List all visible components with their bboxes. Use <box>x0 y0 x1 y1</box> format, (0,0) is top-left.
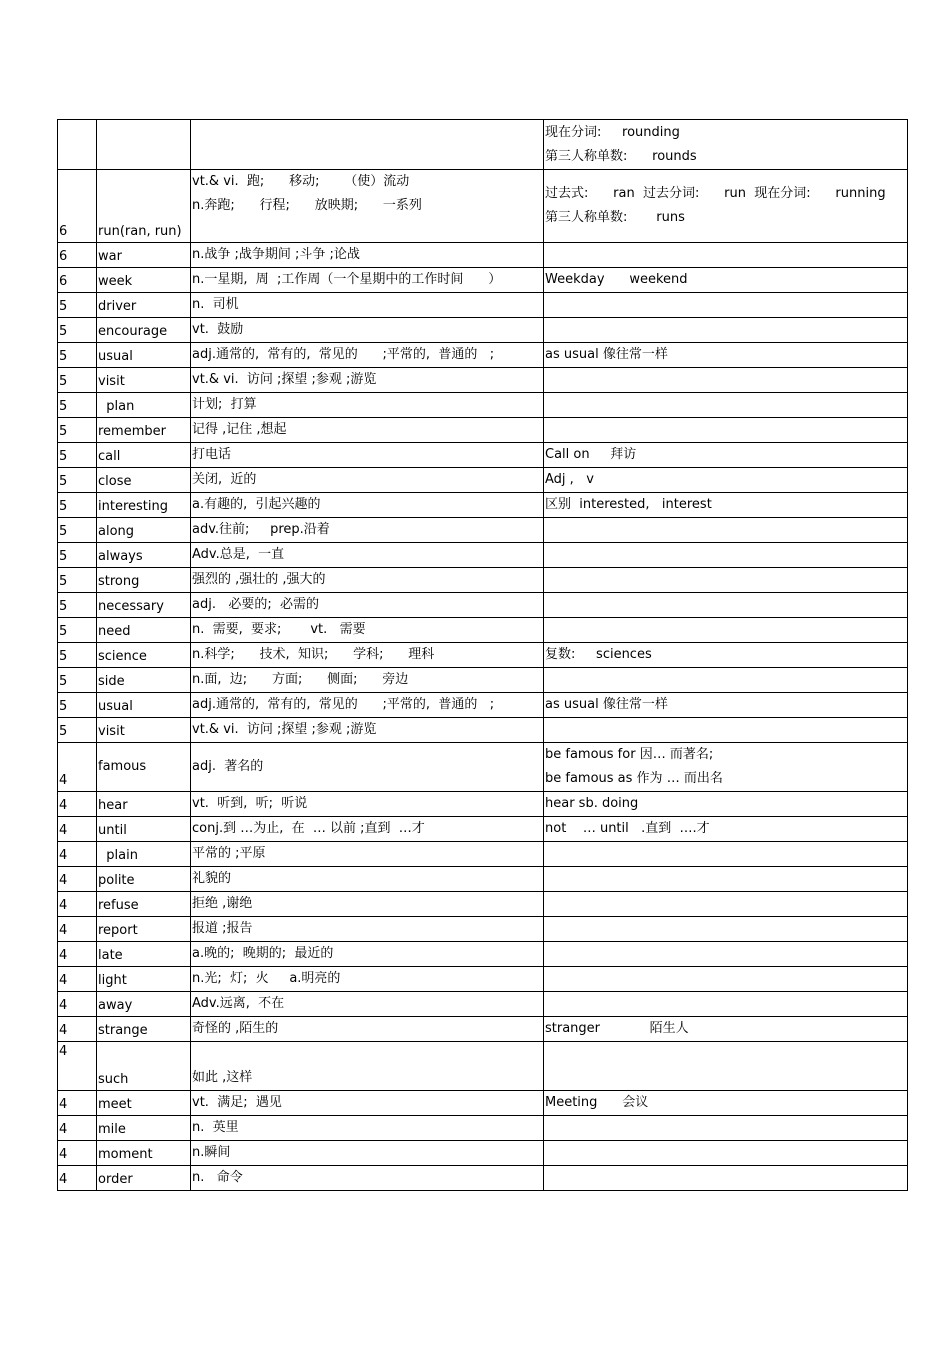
note-cell <box>544 493 908 518</box>
meaning-line: n. 需要, 要求; vt. 需要 <box>192 622 366 637</box>
note-cell <box>544 992 908 1017</box>
table-row <box>58 493 908 518</box>
note-line: Adj , v <box>545 472 594 487</box>
frequency-cell: 4 <box>58 967 97 992</box>
frequency-cell: 4 <box>58 1116 97 1141</box>
meaning-cell <box>191 468 544 493</box>
note-cell <box>544 718 908 743</box>
frequency-cell: 5 <box>58 643 97 668</box>
meaning-line: vt.& vi. 跑; 移动; （使）流动 <box>192 174 410 189</box>
table-row <box>58 268 908 293</box>
frequency-cell: 5 <box>58 293 97 318</box>
meaning-cell <box>191 493 544 518</box>
word-cell: light <box>97 967 191 992</box>
word-cell: encourage <box>97 318 191 343</box>
vocabulary-table <box>57 119 908 1191</box>
meaning-cell <box>191 418 544 443</box>
frequency-cell <box>58 120 97 170</box>
meaning-cell <box>191 867 544 892</box>
word-cell: mile <box>97 1116 191 1141</box>
frequency-cell: 4 <box>58 867 97 892</box>
meaning-cell <box>191 1116 544 1141</box>
meaning-line: 平常的 ;平原 <box>192 846 266 861</box>
meaning-line: 报道 ;报告 <box>192 921 253 936</box>
meaning-cell <box>191 343 544 368</box>
meaning-line: n.战争 ;战争期间 ;斗争 ;论战 <box>192 247 360 262</box>
frequency-cell: 4 <box>58 1141 97 1166</box>
note-cell <box>544 418 908 443</box>
table-row <box>58 693 908 718</box>
meaning-line: n. 命令 <box>192 1170 243 1185</box>
meaning-line: adj.通常的, 常有的, 常见的 ;平常的, 普通的 ; <box>192 347 495 362</box>
frequency-cell: 6 <box>58 243 97 268</box>
table-row <box>58 518 908 543</box>
meaning-cell <box>191 170 544 243</box>
word-cell: run(ran, run) <box>97 170 191 243</box>
word-cell: strange <box>97 1017 191 1042</box>
table-row <box>58 368 908 393</box>
meaning-cell <box>191 393 544 418</box>
meaning-line: 计划; 打算 <box>192 397 257 412</box>
note-cell <box>544 942 908 967</box>
meaning-cell <box>191 543 544 568</box>
word-cell: polite <box>97 867 191 892</box>
frequency-cell: 5 <box>58 618 97 643</box>
note-cell <box>544 1141 908 1166</box>
table-row <box>58 468 908 493</box>
frequency-cell: 6 <box>58 170 97 243</box>
word-cell: until <box>97 817 191 842</box>
frequency-cell: 5 <box>58 443 97 468</box>
word-cell: visit <box>97 718 191 743</box>
word-cell: visit <box>97 368 191 393</box>
note-line: as usual 像往常一样 <box>545 697 668 712</box>
table-row <box>58 643 908 668</box>
note-cell <box>544 268 908 293</box>
frequency-cell: 4 <box>58 1042 97 1091</box>
frequency-cell: 5 <box>58 693 97 718</box>
meaning-cell <box>191 443 544 468</box>
frequency-cell: 5 <box>58 343 97 368</box>
note-line: not … until .直到 ….才 <box>545 821 710 836</box>
frequency-cell: 4 <box>58 842 97 867</box>
table-row <box>58 967 908 992</box>
meaning-cell <box>191 693 544 718</box>
table-row <box>58 618 908 643</box>
meaning-cell <box>191 643 544 668</box>
note-cell <box>544 817 908 842</box>
meaning-line: vt.& vi. 访问 ;探望 ;参观 ;游览 <box>192 372 377 387</box>
note-line: hear sb. doing <box>545 796 639 811</box>
word-cell: moment <box>97 1141 191 1166</box>
table-row <box>58 443 908 468</box>
note-cell <box>544 1042 908 1091</box>
table-row <box>58 343 908 368</box>
word-cell: order <box>97 1166 191 1191</box>
meaning-line: adj.通常的, 常有的, 常见的 ;平常的, 普通的 ; <box>192 697 495 712</box>
meaning-cell <box>191 892 544 917</box>
meaning-cell <box>191 967 544 992</box>
frequency-cell: 4 <box>58 917 97 942</box>
note-line: Call on 拜访 <box>545 447 637 462</box>
word-cell: science <box>97 643 191 668</box>
meaning-cell <box>191 1166 544 1191</box>
meaning-cell <box>191 668 544 693</box>
table-row <box>58 842 908 867</box>
meaning-line: Adv.远离, 不在 <box>192 996 285 1011</box>
meaning-line: n.面, 边; 方面; 侧面; 旁边 <box>192 672 409 687</box>
meaning-cell <box>191 593 544 618</box>
word-cell: plain <box>97 842 191 867</box>
word-cell: hear <box>97 792 191 817</box>
meaning-line: vt. 鼓励 <box>192 322 244 337</box>
meaning-line: n.奔跑; 行程; 放映期; 一系列 <box>192 198 422 213</box>
note-line: as usual 像往常一样 <box>545 347 668 362</box>
frequency-cell: 4 <box>58 1091 97 1116</box>
meaning-cell <box>191 817 544 842</box>
table-row <box>58 1166 908 1191</box>
note-cell <box>544 393 908 418</box>
note-cell <box>544 120 908 170</box>
note-cell <box>544 543 908 568</box>
meaning-line: 记得 ,记住 ,想起 <box>192 422 287 437</box>
note-cell <box>544 593 908 618</box>
meaning-cell <box>191 942 544 967</box>
word-cell: famous <box>97 743 191 792</box>
vocabulary-table-body <box>58 120 908 1191</box>
table-row <box>58 992 908 1017</box>
meaning-line: n.瞬间 <box>192 1145 231 1160</box>
note-cell <box>544 443 908 468</box>
word-cell: necessary <box>97 593 191 618</box>
frequency-cell: 5 <box>58 393 97 418</box>
meaning-cell <box>191 293 544 318</box>
meaning-cell <box>191 1017 544 1042</box>
word-cell: strong <box>97 568 191 593</box>
note-cell <box>544 343 908 368</box>
note-line: 现在分词: rounding <box>545 124 680 140</box>
frequency-cell: 5 <box>58 568 97 593</box>
meaning-cell <box>191 618 544 643</box>
note-cell <box>544 1091 908 1116</box>
meaning-cell <box>191 120 544 170</box>
meaning-line: 强烈的 ,强壮的 ,强大的 <box>192 572 326 587</box>
meaning-line: n.科学; 技术, 知识; 学科; 理科 <box>192 647 435 662</box>
meaning-line: n.光; 灯; 火 a.明亮的 <box>192 971 341 986</box>
word-cell: late <box>97 942 191 967</box>
meaning-cell <box>191 917 544 942</box>
meaning-line: 如此 ,这样 <box>192 1070 253 1085</box>
note-cell <box>544 1166 908 1191</box>
word-cell: refuse <box>97 892 191 917</box>
note-line: be famous as 作为 … 而出名 <box>545 771 723 786</box>
note-cell <box>544 842 908 867</box>
frequency-cell: 5 <box>58 318 97 343</box>
table-row <box>58 1116 908 1141</box>
note-cell <box>544 643 908 668</box>
table-row <box>58 867 908 892</box>
frequency-cell: 5 <box>58 518 97 543</box>
table-row <box>58 318 908 343</box>
note-line: 过去式: ran 过去分词: run 现在分词: running <box>545 186 886 201</box>
note-cell <box>544 867 908 892</box>
note-cell <box>544 967 908 992</box>
table-row <box>58 1141 908 1166</box>
frequency-cell: 5 <box>58 368 97 393</box>
meaning-line: adj. 必要的; 必需的 <box>192 597 320 612</box>
word-cell: close <box>97 468 191 493</box>
meaning-line: 打电话 <box>192 447 232 462</box>
table-row <box>58 418 908 443</box>
word-cell: along <box>97 518 191 543</box>
note-cell <box>544 568 908 593</box>
note-cell <box>544 518 908 543</box>
note-line: 复数: sciences <box>545 647 652 662</box>
meaning-cell <box>191 368 544 393</box>
word-cell: meet <box>97 1091 191 1116</box>
word-cell: week <box>97 268 191 293</box>
word-cell: such <box>97 1042 191 1091</box>
meaning-cell <box>191 568 544 593</box>
note-cell <box>544 1017 908 1042</box>
frequency-cell: 4 <box>58 792 97 817</box>
note-cell <box>544 293 908 318</box>
note-line: Meeting 会议 <box>545 1095 649 1110</box>
meaning-line: 关闭, 近的 <box>192 472 257 487</box>
table-row <box>58 568 908 593</box>
note-cell <box>544 917 908 942</box>
meaning-line: vt. 听到, 听; 听说 <box>192 796 308 811</box>
meaning-line: 奇怪的 ,陌生的 <box>192 1021 279 1036</box>
table-row <box>58 243 908 268</box>
frequency-cell: 6 <box>58 268 97 293</box>
table-row <box>58 120 908 170</box>
note-cell <box>544 693 908 718</box>
frequency-cell: 4 <box>58 992 97 1017</box>
note-cell <box>544 892 908 917</box>
word-cell: driver <box>97 293 191 318</box>
frequency-cell: 5 <box>58 718 97 743</box>
table-row <box>58 170 908 243</box>
word-cell: call <box>97 443 191 468</box>
frequency-cell: 5 <box>58 668 97 693</box>
table-row <box>58 593 908 618</box>
note-cell <box>544 792 908 817</box>
meaning-cell <box>191 1042 544 1091</box>
meaning-cell <box>191 518 544 543</box>
meaning-line: 拒绝 ,谢绝 <box>192 896 253 911</box>
frequency-cell: 4 <box>58 942 97 967</box>
frequency-cell: 4 <box>58 743 97 792</box>
note-line: 第三人称单数: runs <box>545 210 685 225</box>
meaning-line: adj. 著名的 <box>192 759 264 774</box>
word-cell <box>97 120 191 170</box>
word-cell: plan <box>97 393 191 418</box>
table-row <box>58 942 908 967</box>
meaning-line: n. 司机 <box>192 297 239 312</box>
table-row <box>58 1042 908 1091</box>
meaning-line: vt.& vi. 访问 ;探望 ;参观 ;游览 <box>192 722 377 737</box>
meaning-line: a.有趣的, 引起兴趣的 <box>192 497 321 512</box>
frequency-cell: 4 <box>58 817 97 842</box>
note-cell <box>544 1116 908 1141</box>
meaning-line: n.一星期, 周 ;工作周（一个星期中的工作时间 ） <box>192 272 502 287</box>
meaning-cell <box>191 743 544 792</box>
word-cell: usual <box>97 343 191 368</box>
table-row <box>58 917 908 942</box>
table-row <box>58 892 908 917</box>
meaning-line: vt. 满足; 遇见 <box>192 1095 282 1110</box>
meaning-cell <box>191 243 544 268</box>
table-row <box>58 668 908 693</box>
note-cell <box>544 468 908 493</box>
note-cell <box>544 743 908 792</box>
meaning-cell <box>191 1091 544 1116</box>
note-line: 区别 interested, interest <box>545 497 712 512</box>
word-cell: report <box>97 917 191 942</box>
frequency-cell: 5 <box>58 543 97 568</box>
frequency-cell: 4 <box>58 1017 97 1042</box>
word-cell: away <box>97 992 191 1017</box>
meaning-line: Adv.总是, 一直 <box>192 547 285 562</box>
meaning-cell <box>191 718 544 743</box>
table-row <box>58 792 908 817</box>
note-line: be famous for 因… 而著名; <box>545 747 714 762</box>
meaning-line: 礼貌的 <box>192 871 232 886</box>
table-row <box>58 543 908 568</box>
meaning-cell <box>191 268 544 293</box>
meaning-line: n. 英里 <box>192 1120 239 1135</box>
meaning-line: adv.往前; prep.沿着 <box>192 522 330 537</box>
frequency-cell: 5 <box>58 418 97 443</box>
table-row <box>58 1091 908 1116</box>
word-cell: usual <box>97 693 191 718</box>
note-cell <box>544 170 908 243</box>
meaning-cell <box>191 1141 544 1166</box>
word-cell: side <box>97 668 191 693</box>
meaning-cell <box>191 992 544 1017</box>
note-line: 第三人称单数: rounds <box>545 148 697 164</box>
note-cell <box>544 668 908 693</box>
frequency-cell: 4 <box>58 1166 97 1191</box>
word-cell: war <box>97 243 191 268</box>
table-row <box>58 817 908 842</box>
word-cell: remember <box>97 418 191 443</box>
frequency-cell: 5 <box>58 493 97 518</box>
table-row <box>58 1017 908 1042</box>
frequency-cell: 4 <box>58 892 97 917</box>
table-row <box>58 718 908 743</box>
meaning-cell <box>191 792 544 817</box>
note-cell <box>544 618 908 643</box>
meaning-cell <box>191 318 544 343</box>
frequency-cell: 5 <box>58 468 97 493</box>
meaning-line: conj.到 …为止, 在 … 以前 ;直到 …才 <box>192 821 425 836</box>
table-row <box>58 293 908 318</box>
word-cell: interesting <box>97 493 191 518</box>
table-row <box>58 743 908 792</box>
meaning-line: a.晚的; 晚期的; 最近的 <box>192 946 334 961</box>
meaning-cell <box>191 842 544 867</box>
word-cell: always <box>97 543 191 568</box>
note-cell <box>544 368 908 393</box>
note-line: stranger 陌生人 <box>545 1021 689 1036</box>
note-line: Weekday weekend <box>545 272 688 287</box>
word-cell: need <box>97 618 191 643</box>
note-cell <box>544 318 908 343</box>
note-cell <box>544 243 908 268</box>
table-row <box>58 393 908 418</box>
frequency-cell: 5 <box>58 593 97 618</box>
